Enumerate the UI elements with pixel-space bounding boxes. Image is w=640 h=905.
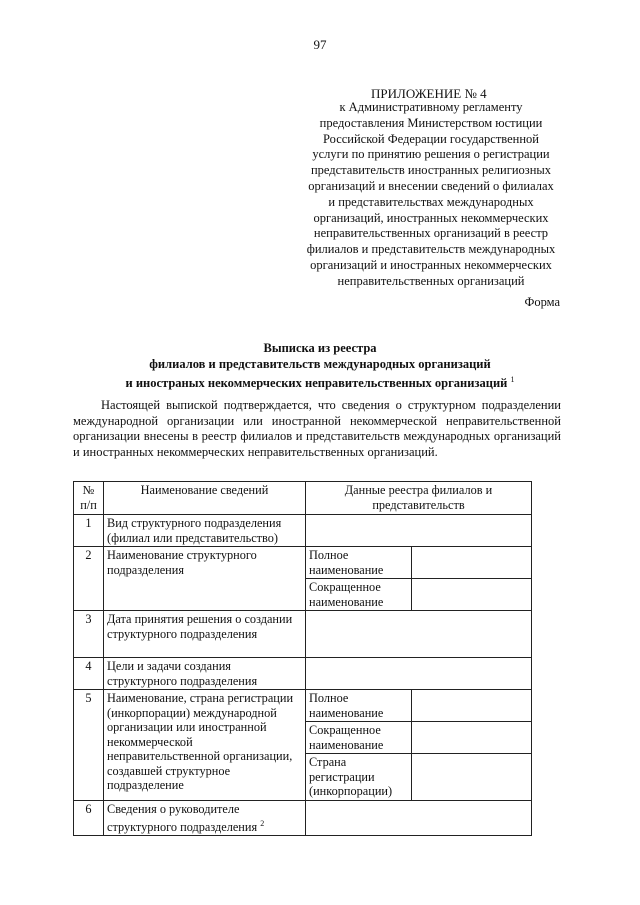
row-num: 6 [74,801,104,836]
footnote-marker: 2 [260,818,265,828]
appendix-line: организаций и иностранных некоммерческих [310,257,552,272]
heading-line-3 [60,372,580,392]
row-value [412,754,532,801]
appendix-line: неправительственных организаций в реестр [313,226,549,241]
table-row [74,801,532,836]
appendix-line: организаций и внесении сведений о филиалах [308,178,554,193]
header-name: Наименование сведений [104,482,306,515]
intro-paragraph: Настоящей выпиской подтверждается, что сведения о структурном подразделении международной организации или иностранной некоммерческой неправительственной организации внесены в реестр филиалов и представительств международных организаций и иностранных некоммерческих неправительственных организаций. [73,398,561,459]
row-value [306,801,532,836]
appendix-reference [300,100,562,290]
appendix-line: Российской Федерации государственной [323,131,539,146]
form-label: Форма [524,295,560,309]
row-label: Наименование, страна регистрации (инкорпорации) международной организации или иностранной некоммерческой неправительственной организации, создавшей структурное подразделение [104,690,306,801]
header-data: Данные реестра филиалов и представительств [306,482,532,515]
row-num: 4 [74,658,104,690]
heading-line-1: Выписка из реестра [263,341,377,355]
table-row [74,658,532,690]
row-label: Наименование структурного подразделения [104,547,306,611]
footnote-marker: 1 [510,375,515,384]
row-label: Дата принятия решения о создании структурного подразделения [104,611,306,658]
table-row [74,690,532,722]
row-value [306,611,532,658]
row-sublabel: Полное наименование [306,690,412,722]
row-label: Вид структурного подразделения (филиал или представительство) [104,515,306,547]
row-sublabel: Сокращенное наименование [306,579,412,611]
row-sublabel: Сокращенное наименование [306,722,412,754]
row-sublabel: Страна регистрации (инкорпорации) [306,754,412,801]
row-sublabel: Полное наименование [306,547,412,579]
row-label [104,801,306,836]
appendix-line: услуги по принятию решения о регистрации [312,147,550,162]
row-value [306,515,532,547]
page-number: 97 [313,37,327,52]
row-num: 2 [74,547,104,611]
table-header-row [74,482,532,515]
row-value [412,547,532,579]
registry-table [73,481,532,836]
row-value [412,579,532,611]
appendix-line: филиалов и представительств международных [306,242,556,257]
row-num: 1 [74,515,104,547]
appendix-line: предоставления Министерством юстиции [319,115,543,130]
table-row [74,547,532,579]
table-row [74,515,532,547]
row-label-text: Сведения о руководителе структурного подразделения [107,802,258,834]
appendix-title: ПРИЛОЖЕНИЕ № 4 [371,86,487,101]
row-value [412,722,532,754]
row-value [306,658,532,690]
row-value [412,690,532,722]
document-heading [60,341,580,392]
appendix-line: представительств иностранных религиозных [310,163,552,178]
table-row [74,611,532,658]
row-num: 3 [74,611,104,658]
header-num: № п/п [74,482,104,515]
appendix-line: организаций, иностранных некоммерческих [313,210,549,225]
appendix-line: к Административному регламенту [339,100,523,114]
row-num: 5 [74,690,104,801]
appendix-line: и представительствах международных [328,194,534,209]
heading-line-3-text: и иностраных некоммерческих неправительственных организаций [125,376,508,391]
row-label: Цели и задачи создания структурного подразделения [104,658,306,690]
heading-line-2: филиалов и представительств международных организаций [149,356,491,371]
appendix-line: неправительственных организаций [337,273,525,288]
